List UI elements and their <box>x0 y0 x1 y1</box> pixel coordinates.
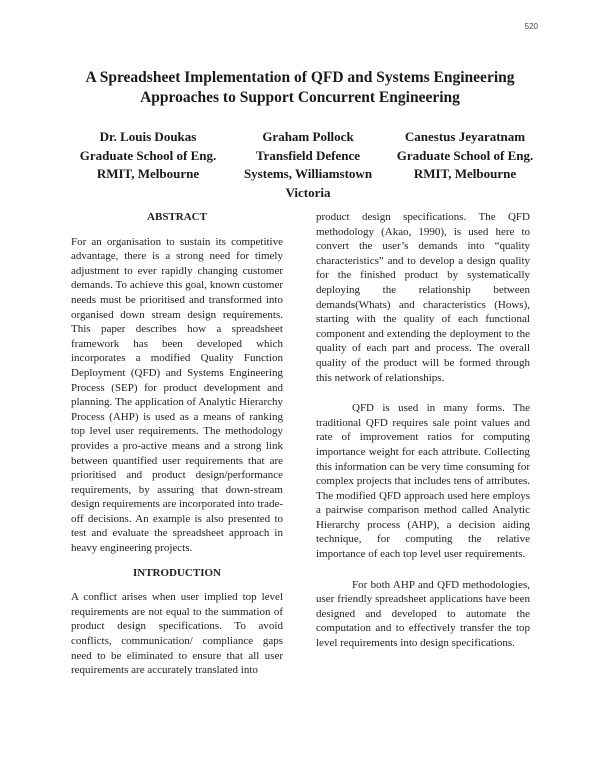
author-3-affiliation: Graduate School of Eng. <box>396 147 534 163</box>
author-2-affiliation: Transfield Defence <box>255 147 361 163</box>
right-column <box>316 210 530 651</box>
abstract-heading: ABSTRACT <box>147 211 207 223</box>
body-paragraph-1: product design specifications. The QFD methodology (Akao, 1990), is used here to convert the user’s demands into “quality characteristics” and to develop a design quality for the finished product by systematically deploying the relationship between demands(Whats) and characteristics (Hows), starting with the quality of each functional component and extending the deployment to the quality of each part and process. The overall quality of the product will be formed through this network of relationships. <box>316 211 530 384</box>
author-2-name: Graham Pollock <box>262 129 354 144</box>
introduction-text: A conflict arises when user implied top level requirements are not equal to the summation of product design specifications. To avoid conflicts, communication/ compliance gaps need to be eliminated to ensure that all user requirements are accurately translated into <box>71 591 283 677</box>
page-number: 520 <box>524 22 538 31</box>
title-line-2: Approaches to Support Concurrent Engineering <box>140 89 460 106</box>
body-paragraph-2: QFD is used in many forms. The traditional QFD requires sale point values and rate of improvement ratios for computing importance weight for each attribute. Collecting this information can be very time consuming for complex projects that includes tens of attributes. The modified QFD approach used here employs a pairwise comparison method called Analytic Hierarchy process (AHP), a decision aiding technique, for computing the relative importance of each top level user requirements. <box>316 402 530 561</box>
author-3 <box>385 128 545 184</box>
paper-title <box>40 68 560 108</box>
abstract-text: For an organisation to sustain its competitive advantage, there is a strong need for timely adjustment to ever rapidly changing customer demands. To achieve this goal, known customer needs must be prioritised and transformed into organised down stream design requirements. This paper describes how a spreadsheet framework has been developed which incorporates a modified Quality Function Deployment (QFD) and Systems Engineering Process (SEP) for product development and planning. The application of Analytic Hierarchy Process (AHP) is used as a means of ranking top level user requirements. The methodology provides a pro-active means and a strong link between quantified user requirements that are prioritised and product design/performance requirements, by assuring that down-stream design requirements are incorporated into trade-off decisions. An example is also presented to test and evaluate the spreadsheet approach in heavy engineering projects. <box>71 235 283 555</box>
author-1-affiliation: Graduate School of Eng. <box>79 147 217 163</box>
left-column <box>71 210 283 678</box>
title-line-1: A Spreadsheet Implementation of QFD and Systems Engineering <box>85 69 515 86</box>
author-2 <box>233 128 383 202</box>
author-1 <box>63 128 233 184</box>
author-3-name: Canestus Jeyaratnam <box>404 129 526 144</box>
author-1-location: RMIT, Melbourne <box>96 166 200 181</box>
author-1-name: Dr. Louis Doukas <box>99 129 197 144</box>
author-2-location: Systems, Williamstown <box>243 166 373 181</box>
introduction-heading: INTRODUCTION <box>132 566 221 579</box>
author-3-location: RMIT, Melbourne <box>413 166 517 181</box>
body-paragraph-3: For both AHP and QFD methodologies, user friendly spreadsheet applications have been designed and developed to automate the computation and to effectively transfer the top level requirements into design specifications. <box>316 578 530 650</box>
author-2-state: Victoria <box>285 184 331 200</box>
